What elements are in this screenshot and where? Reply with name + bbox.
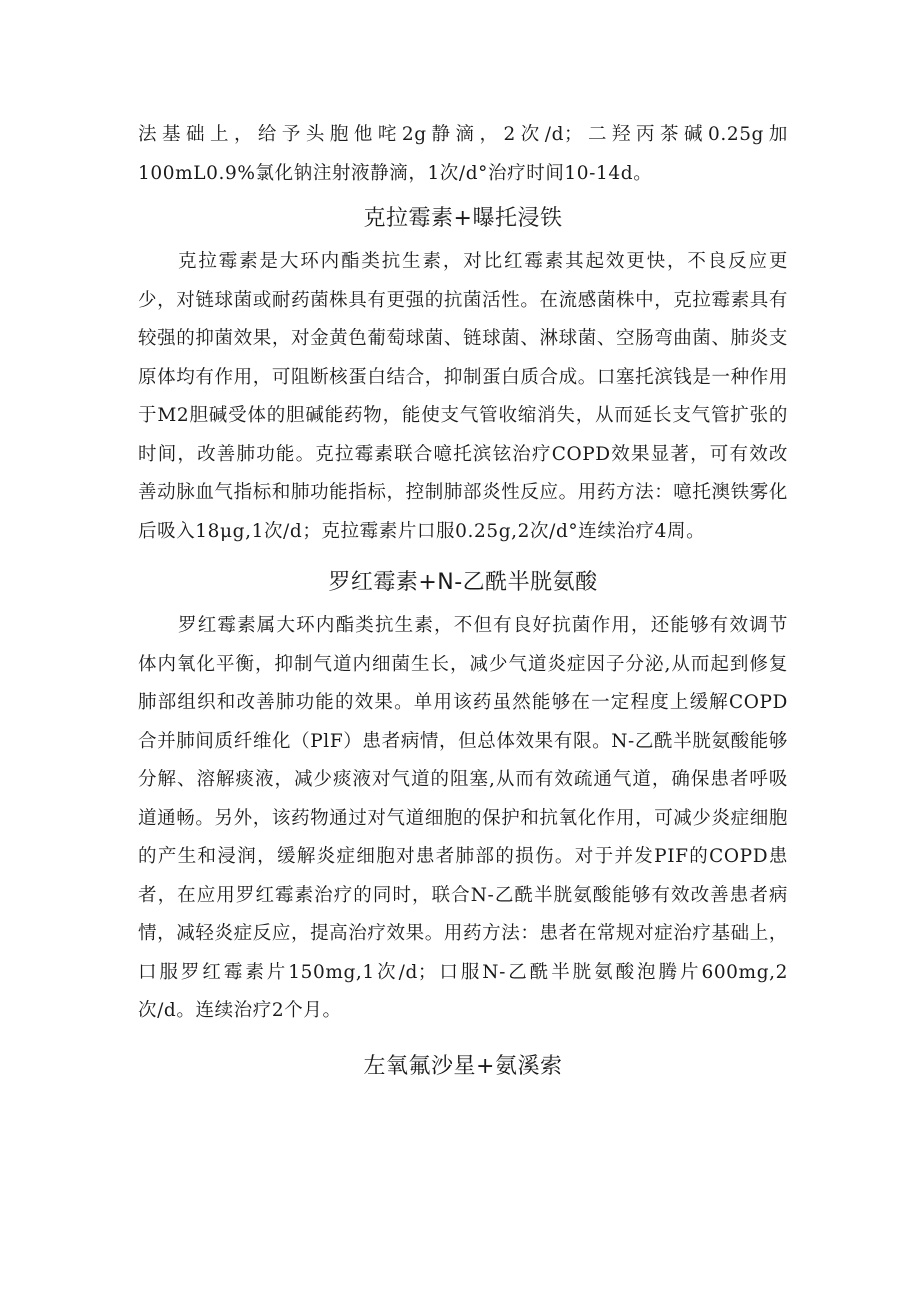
document-page [138, 116, 788, 1089]
section-heading-clarithromycin: 克拉霉素+曝托浸铁 [363, 206, 563, 231]
section-paragraph-clarithromycin: 克拉霉素是大环内酯类抗生素，对比红霉素其起效更快，不良反应更少，对链球菌或耐药菌株具有更强的抗菌活性。在流感菌株中，克拉霉素具有较强的抑菌效果，对金黄色葡萄球菌、链球菌、淋球菌、空肠弯曲菌、肺炎支原体均有作用，可阻断核蛋白结合，抑制蛋白质合成。口塞托滨钱是一种作用于M2胆碱受体的胆碱能药物，能使支气管收缩消失，从而延长支气管扩张的时间，改善肺功能。克拉霉素联合噫托滨铉治疗COPD效果显著，可有效改善动脉血气指标和肺功能指标，控制肺部炎性反应。用药方法：噫托澳铁雾化后吸入18μg,1次/d；克拉霉素片口服0.25g,2次/d°连续治疗4周。 [138, 251, 788, 542]
section-heading-roxithromycin: 罗红霉素+N-乙酰半胱氨酸 [328, 570, 598, 595]
section-paragraph-roxithromycin: 罗红霉素属大环内酯类抗生素，不但有良好抗菌作用，还能够有效调节体内氧化平衡，抑制气道内细菌生长，减少气道炎症因子分泌,从而起到修复肺部组织和改善肺功能的效果。单用该药虽然能够在一定程度上缓解COPD合并肺间质纤维化（PlF）患者病情，但总体效果有限。N-乙酰半胱氨酸能够分解、溶解痰液，减少痰液对气道的阻塞,从而有效疏通气道，确保患者呼吸道通畅。另外，该药物通过对气道细胞的保护和抗氧化作用，可减少炎症细胞的产生和浸润，缓解炎症细胞对患者肺部的损伤。对于并发PIF的COPD患者，在应用罗红霉素治疗的同时，联合N-乙酰半胱氨酸能够有效改善患者病情，减轻炎症反应，提高治疗效果。用药方法：患者在常规对症治疗基础上，口服罗红霉素片150mg,1次/d；口服N-乙酰半胱氨酸泡腾片600mg,2次/d。连续治疗2个月。 [138, 615, 788, 1021]
section-heading-levofloxacin: 左氧氟沙星+氨溪索 [363, 1053, 563, 1079]
continued-paragraph: 法基础上，给予头胞他咤2g静滴，2次/d；二羟丙茶碱0.25g加100mL0.9%氯化钠注射液静滴，1次/d°治疗时间10-14d。 [138, 124, 788, 184]
